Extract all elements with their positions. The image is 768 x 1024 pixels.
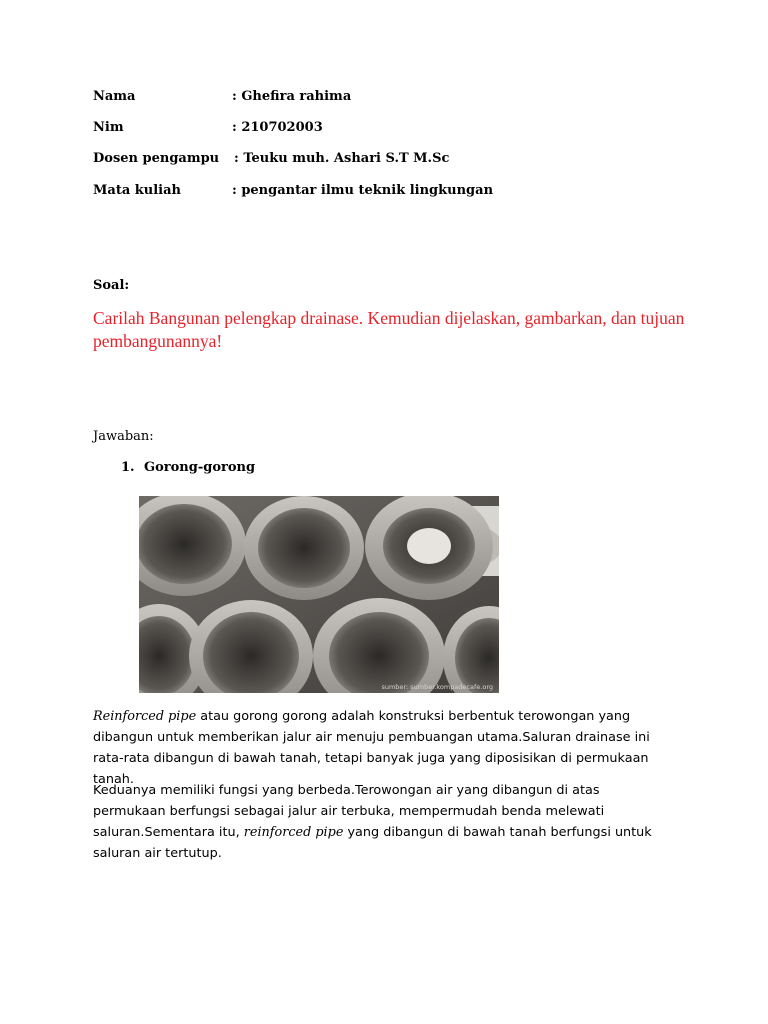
photo-caption: sumber: sumber.kompadecafe.org	[381, 683, 493, 691]
jawaban-label: Jawaban:	[93, 429, 154, 444]
paragraph-1-italic: Reinforced pipe	[93, 709, 197, 724]
paragraph-1-text: atau gorong gorong adalah konstruksi berbentuk terowongan yang dibangun untuk memberikan jalur air menuju pembuangan utama.Saluran drainase ini rata-rata dibangun di bawah tanah, tetapi banyak juga yang diposisikan di permukaan tanah.	[93, 709, 650, 787]
label-nim: Nim	[93, 120, 124, 135]
pipe-top-right	[365, 496, 493, 600]
paragraph-2	[93, 780, 653, 864]
paragraph-2-end: yang dibangun di bawah tanah berfungsi untuk saluran air tertutup.	[93, 825, 652, 861]
question-text: Carilah Bangunan pelengkap drainase. Kemudian dijelaskan, gambarkan, dan tujuan pembangunannya!	[93, 308, 685, 351]
paragraph-1	[93, 706, 653, 790]
info-row-nim	[93, 120, 323, 136]
culvert-pipes-photo	[139, 496, 499, 693]
label-mata-kuliah: Mata kuliah	[93, 183, 181, 198]
label-dosen: Dosen pengampu	[93, 151, 220, 166]
soal-label: Soal:	[93, 278, 130, 293]
info-row-nama	[93, 89, 352, 105]
paragraph-2-italic: reinforced pipe	[243, 825, 344, 840]
info-row-dosen	[93, 151, 450, 167]
paragraph-2-start: Keduanya memiliki fungsi yang berbeda.Terowongan air yang dibangun di atas permukaan berfungsi sebagai jalur air terbuka, mempermudah benda melewati saluran.Sementara itu,	[93, 783, 605, 840]
value-dosen: : Teuku muh. Ashari S.T M.Sc	[234, 151, 450, 166]
culvert-pipes-illustration	[139, 496, 499, 693]
value-nim: : 210702003	[232, 120, 323, 135]
list-item-number: 1.	[121, 460, 135, 475]
pipe-top-center	[244, 496, 364, 600]
value-mata-kuliah: : pengantar ilmu teknik lingkungan	[232, 183, 494, 198]
list-item-title: Gorong-gorong	[144, 460, 256, 475]
info-row-mata-kuliah	[93, 183, 494, 199]
value-nama: : Ghefira rahima	[232, 89, 352, 104]
label-nama: Nama	[93, 89, 136, 104]
